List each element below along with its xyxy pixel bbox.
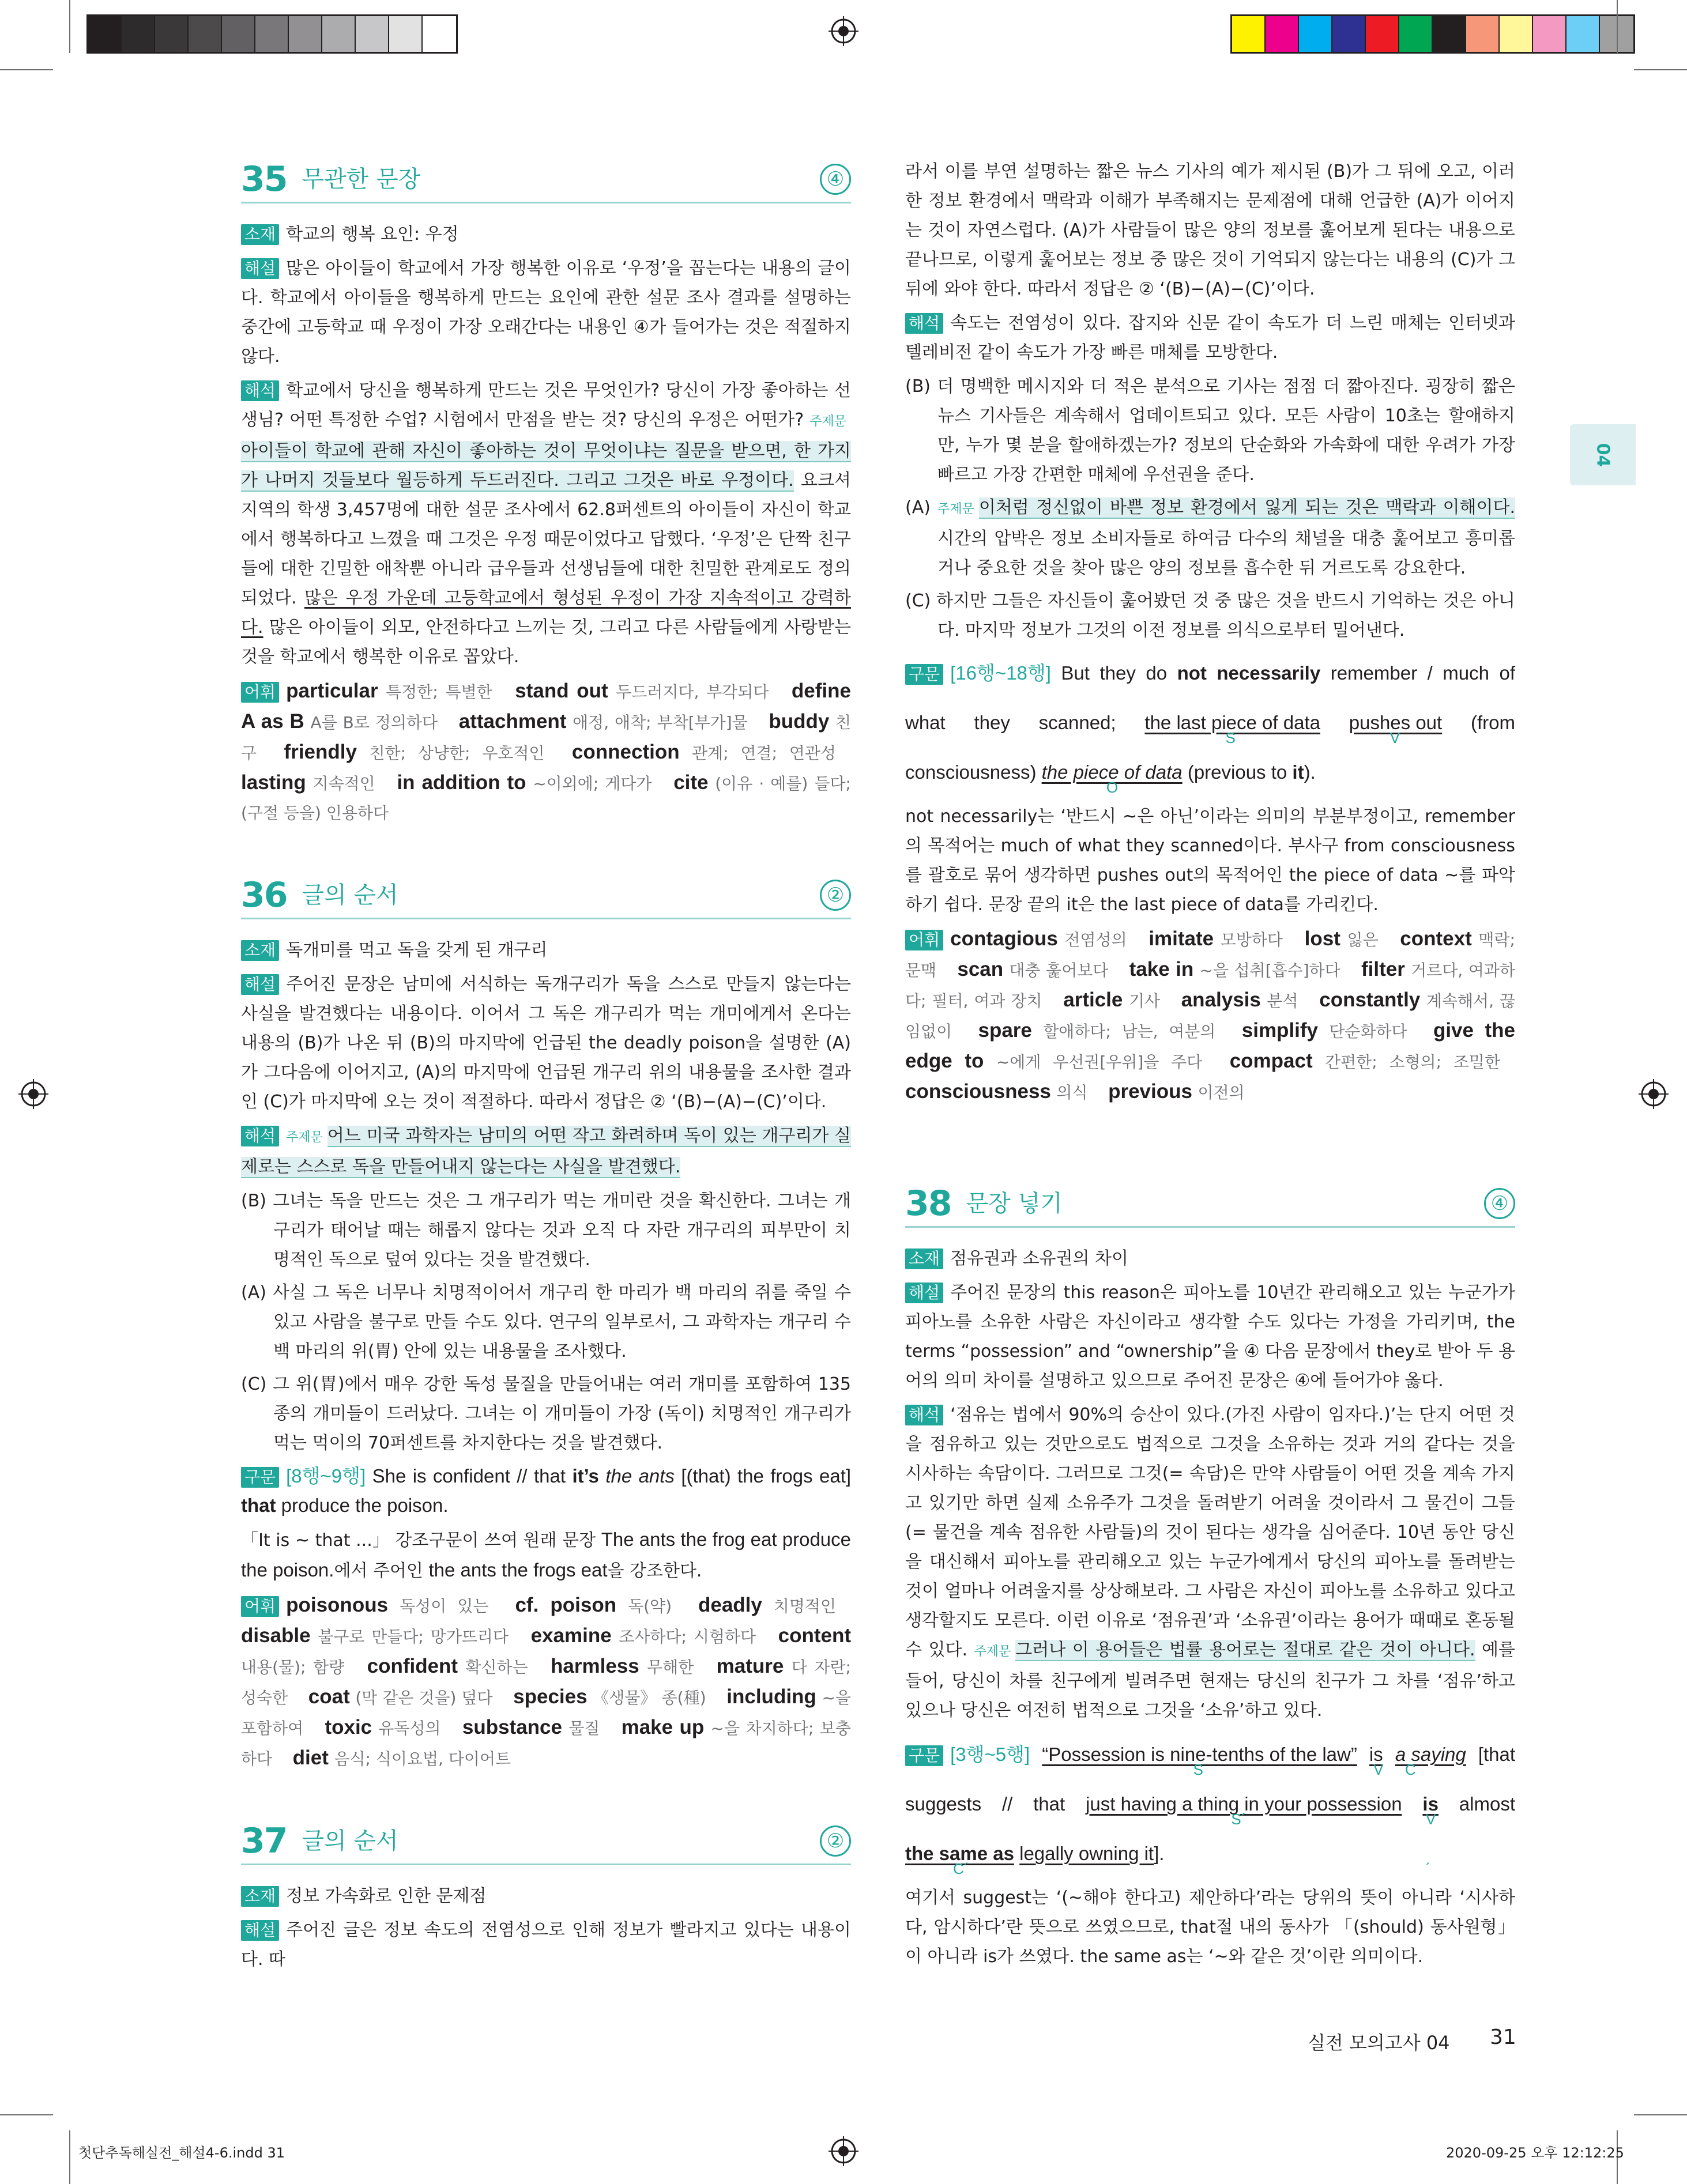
translation [905, 308, 1515, 367]
translation-text: ‘점유는 법에서 90%의 승산이 있다.(가진 사람이 임자다.)’는 단지 어떤 것을 점유하고 있는 것만으로도 법적으로 그것을 소유하는 것과 거의 같다는 것을 시사하는 속담이다. 그러므로 그것(= 속담)은 만약 사람들이 어떤 것을 계속 가지고 있기만 하면 실제 소유주가 그것을 돌려받기 어려울 것이라서 그 물건이 그들(= 물건을 계속 점유한 사람들)의 것이 된다는 생각을 심어준다. 10년 동안 당신을 대신해서 피아노를 관리해오고 있는 누군가에게서 당신의 피아노를 돌려받는 것이 얼마나 어려울지를 상상해보라. 그 사람은 자신이 피아노를 소유하고 있다고 생각할지도 모른다. 이런 이유로 ‘점유권’과 ‘소유권’이라는 용어가 때때로 혼동될 수 있다. [905, 1405, 1515, 1660]
grammar-text: produce the poison. [281, 1495, 449, 1516]
crop-mark [0, 69, 53, 70]
color-swatch [255, 16, 289, 52]
section-title: 무관한 문장 [302, 165, 421, 193]
grammar-note-text: 을 강조한다. [607, 1561, 702, 1581]
topic-sentence-highlight: 아이들이 학교에 관해 자신이 좋아하는 것이 무엇이냐는 질문을 받으면, 한 가지가 나머지 것들보다 월등하게 두드러진다. 그리고 그것은 바로 우정이다. [241, 441, 851, 491]
vocab-word: deadly [698, 1594, 762, 1616]
explain-tag: 해설 [241, 258, 279, 279]
explanation [241, 254, 851, 371]
grammar-underlined: the last piece of data [1144, 712, 1320, 733]
page-number: 31 [1490, 2025, 1516, 2049]
vocab-meaning: 《생물》 종(種) [593, 1688, 706, 1707]
section-number: 35 [241, 159, 287, 199]
color-swatch [289, 16, 322, 52]
vocab-meaning: 친구 [241, 713, 852, 763]
section-header [241, 157, 851, 203]
color-swatch [1566, 16, 1600, 52]
vocab-word: stand out [515, 680, 608, 702]
color-swatch [1399, 16, 1433, 52]
translation [905, 1400, 1515, 1725]
paragraph-item: (C) 하지만 그들은 자신들이 훑어봤던 것 중 많은 것을 반드시 기억하는 것은 아니다. 마지막 정보가 그것의 이전 정보를 의식으로부터 밀어낸다. [905, 591, 1515, 640]
right-column [905, 157, 1515, 1976]
topic-sentence-highlight: 그러나 이 용어들은 법률 용어로는 절대로 같은 것이 아니다. [1015, 1640, 1475, 1660]
vocab-word: diet [292, 1747, 329, 1769]
vocab-meaning: 치명적인 [773, 1597, 836, 1616]
translation [241, 1121, 851, 1182]
vocab-word: mature [716, 1655, 784, 1677]
verb-group [1349, 698, 1442, 748]
subject-group [1144, 698, 1320, 748]
vocab-word: constantly [1319, 989, 1421, 1011]
vocab-meaning: 맥락; 문맥 [905, 930, 1515, 980]
grammar-underlined: just having a thing in your possession [1086, 1793, 1402, 1815]
vocab-word: species [513, 1685, 588, 1708]
vocab-word: disable [241, 1624, 311, 1647]
verb-marker: V [1373, 1761, 1384, 1778]
vocab-meaning: 지속적인 [312, 774, 375, 793]
subject-group [1042, 1730, 1357, 1779]
vocab-word: imitate [1148, 927, 1214, 950]
registration-mark-icon [829, 2136, 858, 2166]
section-35 [241, 157, 851, 828]
verb-group [1369, 1730, 1383, 1779]
answer-badge: ④ [1484, 1188, 1515, 1219]
registration-mark-icon [1639, 1079, 1669, 1109]
translation-tag: 해석 [905, 313, 943, 334]
verb2-group [1422, 1779, 1439, 1877]
color-swatch [1466, 16, 1500, 52]
grammar-tag: 구문 [905, 1745, 943, 1766]
grammar [905, 1730, 1515, 1879]
vocab-meaning: 할애하다; 남는, 여분의 [1043, 1022, 1216, 1041]
topic-tag: 소재 [905, 1248, 943, 1269]
section-number: 36 [241, 874, 287, 915]
vocab-meaning: 분석 [1267, 991, 1298, 1010]
color-swatch [1266, 16, 1299, 52]
vocab-meaning: 모방하다 [1220, 930, 1283, 949]
verb-marker: V [1389, 729, 1400, 746]
vocab-meaning: 유독성의 [378, 1719, 441, 1738]
vocab-word: give the edge to [905, 1019, 1516, 1072]
topic-text: 독개미를 먹고 독을 갖게 된 개구리 [286, 940, 548, 960]
vocab-word: including [726, 1685, 816, 1708]
topic [241, 220, 851, 249]
color-swatch [423, 16, 456, 52]
vocab-word: coat [308, 1685, 350, 1708]
vocab-word: previous [1108, 1080, 1192, 1103]
grammar-text: But they do [1061, 662, 1168, 684]
grammar-underlined: the piece of data [1041, 761, 1183, 783]
vocab-meaning: 친한; 상냥한; 우호적인 [369, 744, 545, 763]
explain-tag: 해설 [241, 974, 279, 995]
vocab-meaning: 애정, 애착; 부착[부가]물 [573, 713, 748, 732]
vocab-meaning: ~을 차지하다; 보충하다 [241, 1719, 851, 1768]
vocab-meaning: 거르다, 여과하다; 필터, 여과 장치 [905, 961, 1515, 1010]
topic-sentence-label: 주제문 [286, 1130, 323, 1145]
vocab-meaning: 독성이 있는 [399, 1597, 489, 1616]
color-swatch [1366, 16, 1399, 52]
vocab-meaning: 특정한; 특별한 [386, 682, 492, 701]
explain-text: 주어진 문장의 this reason은 피아노를 10년간 관리해오고 있는 누군가가 피아노를 소유한 사람은 자신이라고 생각할 수도 있다는 가정을 가리키며, the terms “possession” and “ownership”을 ④ 다음 문장에서 they로 받아 두 용어의 의미 차이를 설명하고 있으므로 주어진 문장은 ④에 들어가야 옳다. [905, 1283, 1515, 1391]
grammar-note-text: 「It is ~ that ...」 강조구문이 쓰여 원래 문장 [241, 1530, 596, 1551]
vocab-word: filter [1361, 958, 1405, 980]
grammar-text: almost [1459, 1793, 1515, 1815]
slug-filename: 첫단추독해실전_해설4-6.indd 31 [78, 2145, 285, 2161]
vocabulary [905, 924, 1515, 1107]
vocab-tag: 어휘 [241, 682, 279, 703]
grammar-bold: it’s [572, 1465, 599, 1487]
registration-mark-icon [829, 16, 858, 46]
topic-text: 점유권과 소유권의 차이 [950, 1248, 1128, 1269]
grammar [241, 1461, 851, 1520]
vocab-word: define A as B [241, 680, 851, 733]
slug-datetime: 2020-09-25 오후 12:12:25 [1446, 2145, 1624, 2161]
vocab-meaning: 조사하다; 시험하다 [619, 1627, 756, 1646]
registration-mark-icon [18, 1079, 48, 1109]
translation-text: 요크셔 지역의 학생 3,457명에 대한 설문 조사에서 62.8퍼센트의 아이들이 자신이 학교에서 행복하다고 느꼈을 때 그것은 우정 때문이었다고 답했다. ‘우정’은 단짝 친구들에 대한 긴밀한 애착뿐 아니라 급우들과 선생님들에 대한 친밀한 관계로도 정의되었다. [241, 470, 852, 608]
color-swatch [222, 16, 255, 52]
section-37-continued [905, 157, 1515, 1107]
vocab-meaning: 관계; 연결; 연관성 [692, 744, 836, 763]
grammar-text: (from consciousness) [905, 712, 1516, 783]
explanation [905, 1278, 1515, 1395]
subject2-group [1086, 1779, 1402, 1829]
grammar-underlined: the same as [905, 1843, 1014, 1864]
grammar-underlined: pushes out [1349, 712, 1443, 733]
vocab-meaning: 두드러지다, 부각되다 [616, 682, 769, 701]
vocab-word: particular [286, 680, 378, 702]
translation-text: 예를 들어, 당신이 차를 친구에게 빌려주면 현재는 당신의 친구가 그 차를 ‘점유’하고 있으나 당신은 여전히 법적으로 그것을 ‘소유’하고 있다. [905, 1640, 1515, 1721]
topic-sentence-highlight: 이처럼 정신없이 바쁜 정보 환경에서 잃게 되는 것은 맥락과 이해이다. [978, 497, 1515, 518]
vocab-meaning: 내용(물); 함량 [241, 1658, 345, 1677]
vocab-word: content [778, 1624, 851, 1647]
topic-tag: 소재 [241, 940, 279, 961]
explain-text: 주어진 글은 정보 속도의 전염성으로 인해 정보가 빨라지고 있다는 내용이다. 따 [241, 1920, 851, 1970]
grammar-underlined: a saying [1395, 1744, 1466, 1765]
vocab-meaning: 잃은 [1347, 930, 1379, 949]
vocab-word: compact [1229, 1050, 1313, 1072]
vocab-word: buddy [769, 710, 830, 733]
irrelevant-sentence: 많은 우정 가운데 고등학교에서 형성된 우정이 가장 지속적이고 강력하다. [241, 588, 851, 638]
crop-mark [1634, 2114, 1687, 2115]
subject2-marker: S´ [1231, 1810, 1247, 1828]
vocab-meaning: 의식 [1056, 1083, 1088, 1102]
section-number: 37 [241, 1820, 287, 1861]
section-title: 문장 넣기 [966, 1190, 1063, 1217]
translation-text: 속도는 전염성이 있다. 잡지와 신문 같이 속도가 더 느린 매체는 인터넷과 텔레비전 같이 속도가 가장 빠른 매체를 모방한다. [905, 313, 1515, 363]
subject-marker: S [1225, 729, 1236, 746]
translation-text: 많은 아이들이 외모, 안전하다고 느끼는 것, 그리고 다른 사람들에게 사랑받는 것을 학교에서 행복한 이유로 꼽았다. [241, 617, 851, 667]
grammar-line-ref: [8행~9행] [286, 1465, 366, 1487]
vocab-word: friendly [284, 741, 357, 763]
vocab-word: in addition to [397, 771, 526, 794]
grammar-bold: it [1292, 761, 1304, 783]
color-swatch [155, 16, 189, 52]
vocab-word: connection [571, 741, 680, 763]
grammar-bold: not necessarily [1177, 662, 1321, 684]
topic [241, 1881, 851, 1911]
grammar-text: ]. [1154, 1843, 1165, 1864]
answer-badge: ② [820, 880, 851, 911]
vocab-word: article [1063, 989, 1123, 1011]
vocab-meaning: 대충 훑어보다 [1009, 961, 1109, 980]
grammar-line-ref: [3행~5행] [950, 1744, 1030, 1765]
section-38 [905, 1181, 1515, 1971]
vocabulary [241, 676, 851, 828]
grammar-text: (previous to [1187, 761, 1287, 783]
grammar-text: She is confident // that [372, 1465, 566, 1487]
vocab-meaning: ~에게 우선권[우위]을 주다 [996, 1053, 1203, 1072]
vocab-meaning: 단순화하다 [1329, 1022, 1407, 1041]
vocab-word: simplify [1241, 1019, 1319, 1042]
vocab-meaning: 이전의 [1198, 1083, 1245, 1102]
vocab-word: lasting [241, 771, 306, 794]
color-swatch [1232, 16, 1266, 52]
left-column [241, 157, 851, 1979]
vocab-meaning: 확신하는 [465, 1658, 528, 1677]
paragraph-item: (B) 그녀는 독을 만드는 것은 그 개구리가 먹는 개미란 것을 확신한다. 그녀는 개구리가 태어날 때는 해롭지 않다는 것과 오직 다 자란 개구리의 피부만이 치명적인 독으로 덮여 있다는 것을 발견했다. [241, 1191, 851, 1270]
crop-mark [0, 2114, 53, 2115]
translation [241, 376, 851, 672]
grammar-underlined: “Possession is nine-tenths of the law” [1042, 1744, 1357, 1765]
vocab-word: attachment [458, 710, 567, 733]
vocab-meaning: 계속해서, 끊임없이 [905, 991, 1516, 1041]
vocab-meaning: 물질 [568, 1719, 600, 1738]
answer-badge: ④ [820, 164, 851, 195]
vocab-meaning: 기사 [1128, 991, 1161, 1010]
complement-marker: C [1405, 1761, 1416, 1778]
section-title: 글의 순서 [302, 881, 398, 908]
color-swatch [189, 16, 222, 52]
vocab-meaning: ~을 섭취[흡수]하다 [1199, 961, 1340, 980]
section-title: 글의 순서 [302, 1827, 398, 1854]
vocab-word: scan [957, 958, 1004, 980]
crop-mark [69, 0, 70, 53]
translation-tag: 해석 [241, 380, 279, 401]
vocab-word: contagious [950, 927, 1058, 950]
topic-sentence-highlight: 어느 미국 과학자는 남미의 어떤 작고 화려하며 독이 있는 개구리가 실제로는 스스로 독을 만들어내지 않는다는 사실을 발견했다. [241, 1126, 851, 1177]
process-color-bar [1230, 14, 1635, 54]
verb2-marker: V´ [1425, 1810, 1436, 1877]
vocab-word: cf. poison [515, 1594, 617, 1616]
topic [241, 936, 851, 965]
section-36 [241, 873, 851, 1774]
grammar-tag: 구문 [241, 1467, 279, 1488]
translation-tag: 해석 [241, 1126, 279, 1146]
topic-text: 학교의 행복 요인: 우정 [286, 224, 459, 244]
grammar-text: [(that) the frogs eat] [681, 1465, 852, 1487]
vocab-meaning: (이유 · 예를) 들다; (구절 등을) 인용하다 [241, 774, 851, 823]
vocab-meaning: 전염성의 [1064, 930, 1127, 949]
grammar-note: not necessarily는 ‘반드시 ~은 아닌’이라는 의미의 부분부정이고, remember의 목적어는 much of what they scanned이다. 부사구 from consciousness를 괄호로 묶어 생각하면 pushes out의 목적어인 the piece of data ~를 파악하기 쉽다. 문장 끝의 it은 the last piece of data를 가리킨다. [905, 806, 1515, 915]
crop-mark [1617, 0, 1618, 53]
explain-tag: 해설 [905, 1283, 943, 1303]
grammar-note-text: the ants the frogs eat [428, 1559, 608, 1581]
grammar-underlined: is [1422, 1793, 1439, 1815]
vocab-word: harmless [551, 1655, 639, 1677]
color-swatch [322, 16, 356, 52]
vocabulary [241, 1590, 851, 1774]
grammar-text: ). [1304, 761, 1316, 783]
subject-marker: S [1193, 1761, 1203, 1778]
topic-sentence-label: 주제문 [974, 1644, 1011, 1659]
color-swatch [1500, 16, 1533, 52]
vocab-word: cite [673, 771, 709, 794]
vocab-meaning: 다 자란; 성숙한 [241, 1658, 851, 1707]
object-marker: O [1106, 779, 1119, 796]
explanation: 라서 이를 부연 설명하는 짧은 뉴스 기사의 예가 제시된 (B)가 그 뒤에 오고, 이러한 정보 환경에서 맥락과 이해가 부족해지는 문제점에 대해 언급한 (A)가 이어지는 것이 자연스럽다. (A)가 사람들이 많은 양의 정보를 훑어보게 된다는 내용으로 끝나므로, 이렇게 훑어보는 정보 중 많은 것이 기억되지 않는다는 내용의 (C)가 그 뒤에 와야 한다. 따라서 정답은 ② ‘(B)−(A)−(C)’이다. [905, 161, 1515, 299]
grammar-note: 여기서 suggest는 ‘(~해야 한다고) 제안하다’라는 당위의 뜻이 아니라 ‘시사하다, 암시하다’란 뜻으로 쓰였으므로, that절 내의 동사가 「(should) 동사원형」이 아니라 is가 쓰였다. the same as는 ‘~와 같은 것’이란 의미이다. [905, 1888, 1515, 1967]
topic-tag: 소재 [241, 1886, 279, 1907]
vocab-word: substance [462, 1716, 562, 1738]
vocab-meaning: ~이외에; 게다가 [533, 774, 652, 793]
color-swatch [1299, 16, 1332, 52]
vocab-meaning: (막 같은 것을) 덮다 [355, 1688, 493, 1707]
color-swatch [1533, 16, 1566, 52]
vocab-meaning: 불구로 만들다; 망가뜨리다 [318, 1627, 509, 1646]
section-header [241, 873, 851, 919]
vocab-word: toxic [325, 1716, 372, 1738]
crop-mark [1634, 69, 1687, 70]
color-swatch [1332, 16, 1366, 52]
topic [905, 1244, 1515, 1273]
vocab-word: take in [1129, 958, 1194, 980]
grammar-note [241, 1525, 851, 1586]
answer-badge: ② [820, 1825, 851, 1857]
topic-sentence-label: 주제문 [937, 502, 974, 516]
translation-text: 학교에서 당신을 행복하게 만드는 것은 무엇인가? 당신이 가장 좋아하는 선생님? 어떤 특정한 수업? 시험에서 만점을 받는 것? 당신의 우정은 어떤가? [241, 380, 851, 430]
vocab-word: lost [1304, 927, 1340, 950]
explain-text: 주어진 문장은 남미에 서식하는 독개구리가 독을 스스로 만들지 않는다는 사실을 발견했다는 내용이다. 이어서 그 독은 개구리가 먹는 개미에게서 온다는 내용의 (B)가 나온 뒤 (B)의 마지막에 언급된 the deadly poison을 설명한 (A)가 그다음에 이어지고, (A)의 마지막에 언급된 개구리 위의 내용물을 조사한 결과인 (C)가 마지막에 오는 것이 적절하다. 따라서 정답은 ② ‘(B)−(A)−(C)’이다. [241, 974, 851, 1112]
vocab-word: poisonous [286, 1594, 389, 1616]
vocab-word: confident [367, 1655, 458, 1677]
color-swatch [389, 16, 423, 52]
item-text: 시간의 압박은 정보 소비자들로 하여금 다수의 채널을 대충 훑어보고 흥미롭거나 중요한 것을 찾아 많은 양의 정보를 흡수한 뒤 거르도록 강요한다. [937, 529, 1515, 578]
paragraph-item: (C) 그 위(胃)에서 매우 강한 독성 물질을 만들어내는 여러 개미를 포함하여 135종의 개미들이 드러났다. 그녀는 이 개미들이 가장 (독이) 치명적인 개구리가 먹는 먹이의 70퍼센트를 차지한다는 것을 발견했다. [241, 1374, 851, 1453]
color-swatch [122, 16, 155, 52]
grammar-bold: that [241, 1495, 276, 1516]
crop-mark [69, 2130, 70, 2184]
grammar-note-text: The ants the frog eat produce the poison. [241, 1529, 852, 1581]
explain-text: 많은 아이들이 학교에서 가장 행복한 이유로 ‘우정’을 꼽는다는 내용의 글이다. 학교에서 아이들을 행복하게 만드는 요인에 관한 설문 조사 결과를 설명하는 중간에 고등학교 때 우정이 가장 오래간다는 내용인 ④가 들어가는 것은 적절하지 않다. [241, 258, 851, 367]
complement2-marker: C´ [953, 1860, 969, 1877]
vocab-tag: 어휘 [905, 930, 943, 950]
vocab-word: consciousness [905, 1080, 1051, 1103]
footer-title: 실전 모의고사 04 [1308, 2032, 1450, 2054]
vocab-meaning: 간편한; 소형의; 조밀한 [1325, 1053, 1500, 1072]
grammar [905, 648, 1515, 797]
topic-text: 정보 가속화로 인한 문제점 [286, 1886, 487, 1906]
complement2-group [905, 1829, 1014, 1879]
section-number: 38 [905, 1183, 951, 1224]
translation-tag: 해석 [905, 1405, 943, 1425]
paragraph-item: (B) 더 명백한 메시지와 더 적은 분석으로 기사는 점점 더 짧아진다. 굉장히 짧은 뉴스 기사들은 계속해서 업데이트되고 있다. 모든 사람이 10초는 할애하지만, 누가 몇 분을 할애하겠는가? 정보의 단순화와 가속화에 대한 우려가 가장 빠르고 가장 간편한 매체에 우선권을 준다. [905, 376, 1515, 485]
paragraph-item [905, 493, 1515, 583]
chapter-side-tab [1570, 424, 1636, 485]
section-header [241, 1819, 851, 1865]
vocab-tag: 어휘 [241, 1596, 279, 1617]
grammar-tag: 구문 [905, 664, 943, 685]
vocab-meaning: 독(약) [628, 1597, 672, 1616]
item-label: (A) [905, 497, 931, 518]
grammar-note-text: 에서 주어인 [334, 1561, 423, 1581]
vocab-word: context [1400, 927, 1472, 950]
vocab-word: make up [621, 1716, 705, 1738]
vocab-word: spare [978, 1019, 1032, 1042]
vocab-meaning: 음식; 식이요법, 다이어트 [334, 1749, 511, 1768]
grammar-underlined: is [1369, 1744, 1383, 1765]
object-group [1042, 748, 1183, 797]
topic-sentence-label: 주제문 [809, 414, 846, 429]
section-37 [241, 1819, 851, 1974]
chapter-side-tab-label: 04 [1592, 443, 1613, 467]
vocab-meaning: ~을 포함하여 [241, 1688, 851, 1738]
explain-tag: 해설 [241, 1920, 279, 1941]
color-swatch [88, 16, 122, 52]
vocab-word: examine [530, 1624, 612, 1647]
topic-tag: 소재 [241, 224, 279, 245]
complement-group [1395, 1730, 1466, 1779]
gray-color-bar [86, 14, 458, 54]
vocab-meaning: A를 B로 정의하다 [310, 713, 438, 732]
section-header [905, 1181, 1515, 1228]
grammar-underlined: legally owning it [1019, 1843, 1154, 1864]
grammar-text: remember / much of what they scanned; [905, 662, 1515, 733]
explanation [241, 970, 851, 1116]
color-swatch [356, 16, 389, 52]
color-swatch [1433, 16, 1466, 52]
grammar-line-ref: [16행~18행] [950, 662, 1051, 684]
explanation [241, 1915, 851, 1974]
grammar-text: [that suggests // that [905, 1744, 1516, 1815]
grammar-italic: the ants [605, 1465, 675, 1487]
paragraph-item: (A) 사실 그 독은 너무나 치명적이어서 개구리 한 마리가 백 마리의 쥐를 죽일 수 있고 사람을 불구로 만들 수도 있다. 연구의 일부로서, 그 과학자는 개구리 수백 마리의 위(胃) 안에 있는 내용물을 조사했다. [241, 1283, 851, 1361]
vocab-meaning: 무해한 [647, 1658, 694, 1677]
vocab-word: analysis [1181, 989, 1261, 1011]
